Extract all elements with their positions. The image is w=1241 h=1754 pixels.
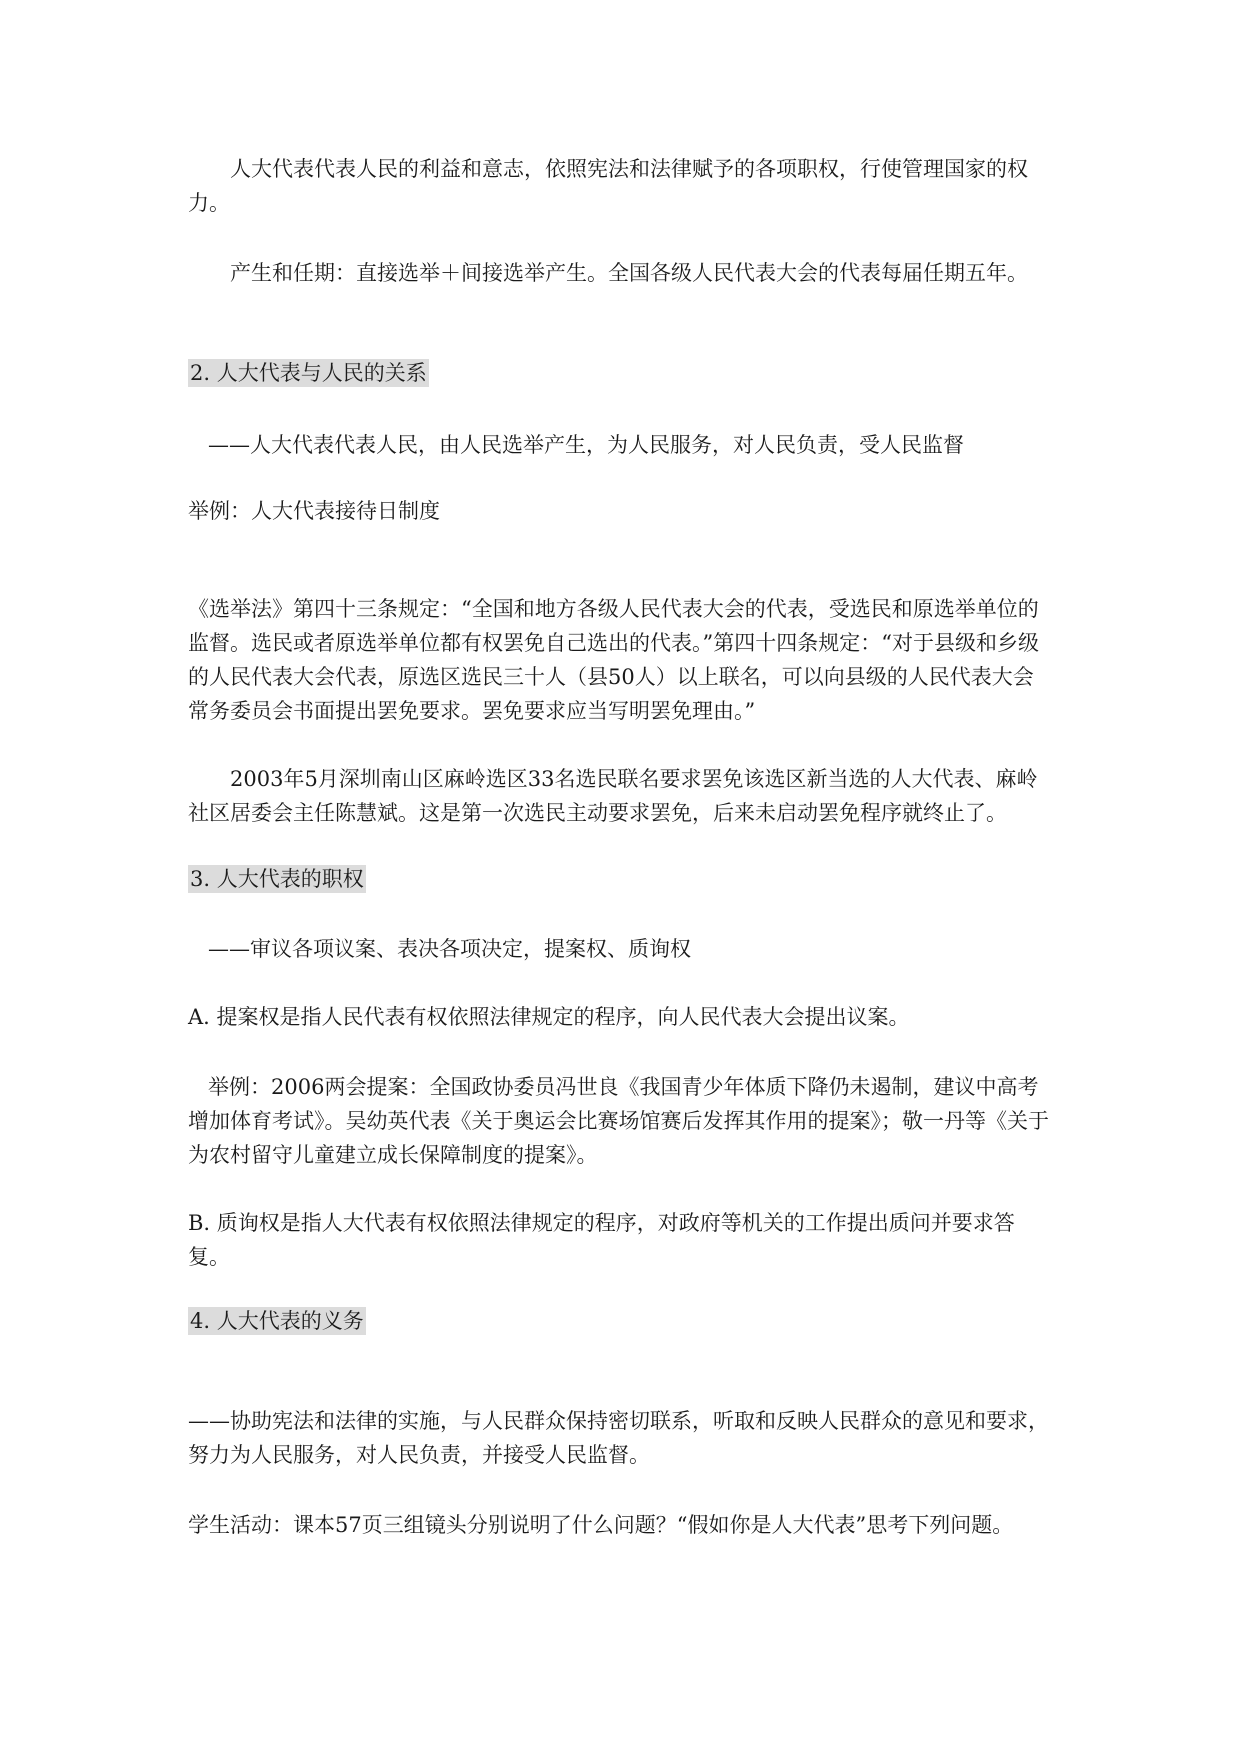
paragraph-proposal-right: A. 提案权是指人民代表有权依照法律规定的程序，向人民代表大会提出议案。 [188,1005,910,1029]
paragraph-duties-summary: ——协助宪法和法律的实施，与人民群众保持密切联系，听取和反映人民群众的意见和要求，努力为人民服务，对人民负责，并接受人民监督。 [188,1409,1049,1467]
heading-text: 4. 人大代表的义务 [190,1309,364,1333]
heading-text: 2. 人大代表与人民的关系 [190,361,427,385]
heading-deputy-people-relation [188,358,429,388]
paragraph-relation-summary: ——人大代表代表人民，由人民选举产生，为人民服务，对人民负责，受人民监督 [208,433,964,457]
heading-deputy-powers [188,864,366,894]
heading-text: 3. 人大代表的职权 [190,867,364,891]
paragraph-election-law: 《选举法》第四十三条规定：“全国和地方各级人民代表大会的代表，受选民和原选举单位的监督。选民或者原选举单位都有权罢免自己选出的代表。”第四十四条规定：“对于县级和乡级的人民代表大会代表，原选区选民三十人（县50人）以上联名，可以向县级的人民代表大会常务委员会书面提出罢免要求。罢免要求应当写明罢免理由。” [188,597,1039,723]
paragraph-shenzhen-recall: 2003年5月深圳南山区麻岭选区33名选民联名要求罢免该选区新当选的人大代表、麻岭社区居委会主任陈慧斌。这是第一次选民主动要求罢免，后来未启动罢免程序就终止了。 [188,767,1038,825]
paragraph-proposal-examples: 举例：2006两会提案：全国政协委员冯世良《我国青少年体质下降仍未遏制，建议中高考增加体育考试》。吴幼英代表《关于奥运会比赛场馆赛后发挥其作用的提案》；敬一丹等《关于为农村留守儿童建立成长保障制度的提案》。 [188,1075,1049,1167]
heading-deputy-duties [188,1306,366,1336]
paragraph-deputy-role: 人大代表代表人民的利益和意志，依照宪法和法律赋予的各项职权，行使管理国家的权力。 [188,157,1028,215]
paragraph-student-activity: 学生活动：课本57页三组镜头分别说明了什么问题？“假如你是人大代表”思考下列问题。 [188,1513,1014,1537]
paragraph-inquiry-right: B. 质询权是指人大代表有权依照法律规定的程序，对政府等机关的工作提出质问并要求答复。 [188,1211,1015,1269]
paragraph-election-term: 产生和任期：直接选举＋间接选举产生。全国各级人民代表大会的代表每届任期五年。 [230,261,1028,285]
paragraph-example-reception-day: 举例：人大代表接待日制度 [188,499,440,523]
paragraph-powers-summary: ——审议各项议案、表决各项决定，提案权、质询权 [208,937,691,961]
